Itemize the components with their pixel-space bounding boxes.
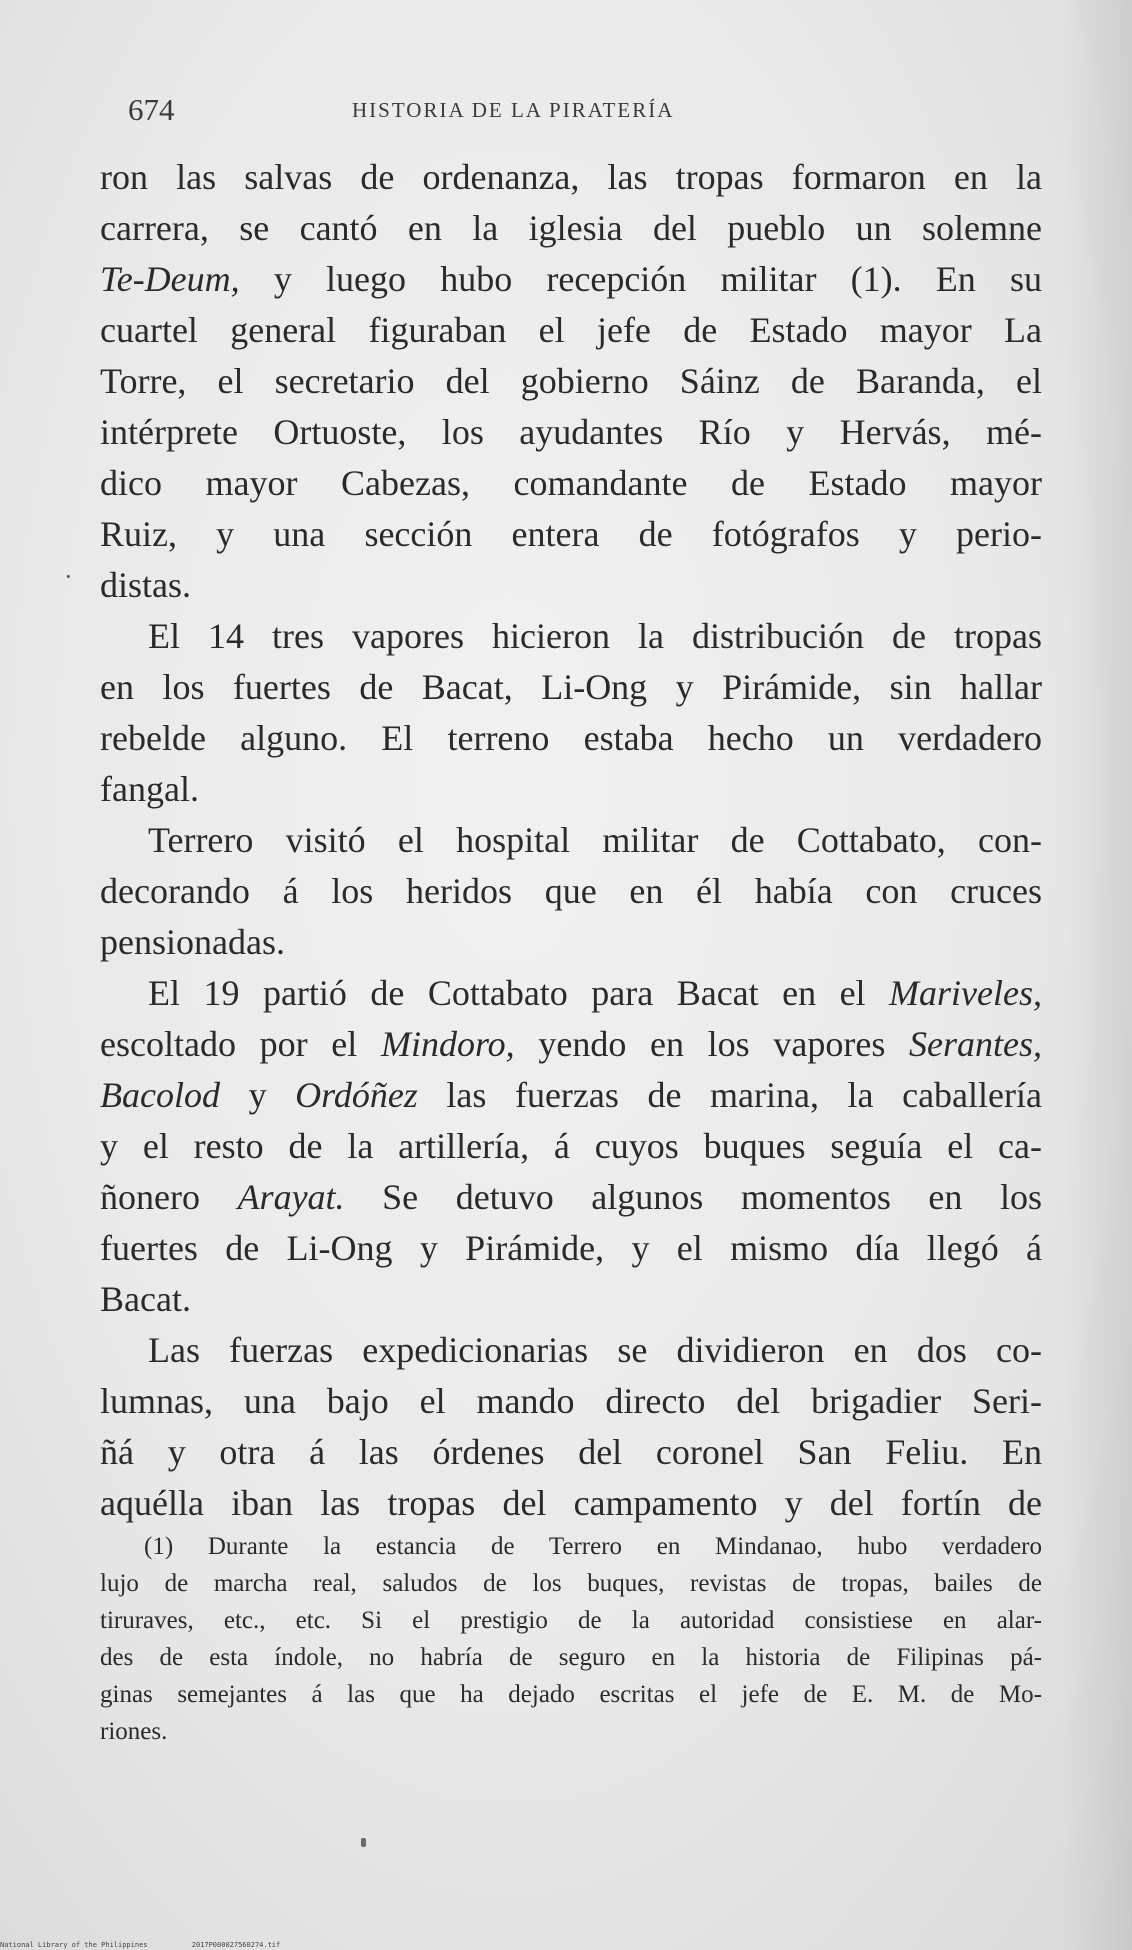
ship-name: Bacolod [100, 1075, 220, 1115]
stray-mark: · [64, 562, 73, 591]
text-line: Bacolod y Ordóñez las fuerzas de marina, la caballería [100, 1075, 1042, 1115]
text-line: decorando á los heridos que en él había con cruces [100, 871, 1042, 911]
text-line: intérprete Ortuoste, los ayudantes Río y Hervás, mé- [100, 412, 1042, 452]
text-line: fangal. [100, 769, 199, 809]
text-line: carrera, se cantó en la iglesia del pueblo un solemne [100, 208, 1042, 248]
footnote-line: ginas semejantes á las que ha dejado escritas el jefe de E. M. de Mo- [100, 1681, 1042, 1708]
footnote-line: riones. [100, 1718, 168, 1745]
text-line: escoltado por el Mindoro, yendo en los vapores Serantes, [100, 1024, 1042, 1064]
text-line: lumnas, una bajo el mando directo del brigadier Seri- [100, 1381, 1042, 1421]
ship-name: Serantes, [909, 1024, 1042, 1064]
text-line: Ruiz, y una sección entera de fotógrafos y perio- [100, 514, 1042, 554]
paragraph-start: Las fuerzas expedicionarias se dividieron en dos co- [148, 1330, 1042, 1370]
footnote-line: (1) Durante la estancia de Terrero en Mindanao, hubo verdadero [144, 1533, 1042, 1560]
footnote-line: lujo de marcha real, saludos de los buques, revistas de tropas, bailes de [100, 1570, 1042, 1597]
ship-name: Ordóñez [295, 1075, 418, 1115]
footnote-line: des de esta índole, no habría de seguro en la historia de Filipinas pá- [100, 1644, 1042, 1671]
ship-name: Mindoro, [380, 1024, 515, 1064]
footnote-line: tiruraves, etc., etc. Si el prestigio de la autoridad consistiese en alar- [100, 1607, 1042, 1634]
running-title: HISTORIA DE LA PIRATERÍA [352, 98, 675, 122]
text-line: Te-Deum, y luego hubo recepción militar (1). En su [100, 259, 1042, 299]
paragraph-start: El 19 partió de Cottabato para Bacat en el Mariveles, [148, 973, 1042, 1013]
paragraph-start: El 14 tres vapores hicieron la distribución de tropas [148, 616, 1042, 656]
text-line: dico mayor Cabezas, comandante de Estado mayor [100, 463, 1042, 503]
text-line: ñonero Arayat. Se detuvo algunos momentos en los [100, 1177, 1042, 1217]
page-edge-shadow [1062, 0, 1132, 1950]
body-text [100, 152, 1042, 1529]
ship-name: Arayat. [237, 1177, 345, 1217]
paragraph-start: Terrero visitó el hospital militar de Cottabato, con- [148, 820, 1042, 860]
text-line: ñá y otra á las órdenes del coronel San Feliu. En [100, 1432, 1042, 1472]
page-number: 674 [128, 92, 175, 127]
text-line: y el resto de la artillería, á cuyos buques seguía el ca- [100, 1126, 1042, 1166]
text-line: fuertes de Li-Ong y Pirámide, y el mismo día llegó á [100, 1228, 1042, 1268]
page-header [128, 92, 1028, 136]
imprint-library: National Library of the Philippines [0, 1941, 148, 1949]
footnote [100, 1528, 1042, 1750]
text-line: rebelde alguno. El terreno estaba hecho un verdadero [100, 718, 1042, 758]
scan-imprint [0, 1940, 1132, 1950]
text-line: pensionadas. [100, 922, 285, 962]
text-line: cuartel general figuraban el jefe de Estado mayor La [100, 310, 1042, 350]
imprint-file-id: 2017P000027560274.tif [191, 1941, 281, 1949]
text-line: Torre, el secretario del gobierno Sáinz de Baranda, el [100, 361, 1042, 401]
text-line: aquélla iban las tropas del campamento y del fortín de [100, 1483, 1042, 1523]
text-line: en los fuertes de Bacat, Li-Ong y Pirámide, sin hallar [100, 667, 1042, 707]
text-line: distas. [100, 565, 192, 605]
italic-term: Te-Deum, [100, 259, 240, 299]
text-line: Bacat. [100, 1279, 191, 1319]
ink-speck [361, 1838, 366, 1847]
text-line: ron las salvas de ordenanza, las tropas formaron en la [100, 157, 1042, 197]
ship-name: Mariveles, [889, 973, 1042, 1013]
